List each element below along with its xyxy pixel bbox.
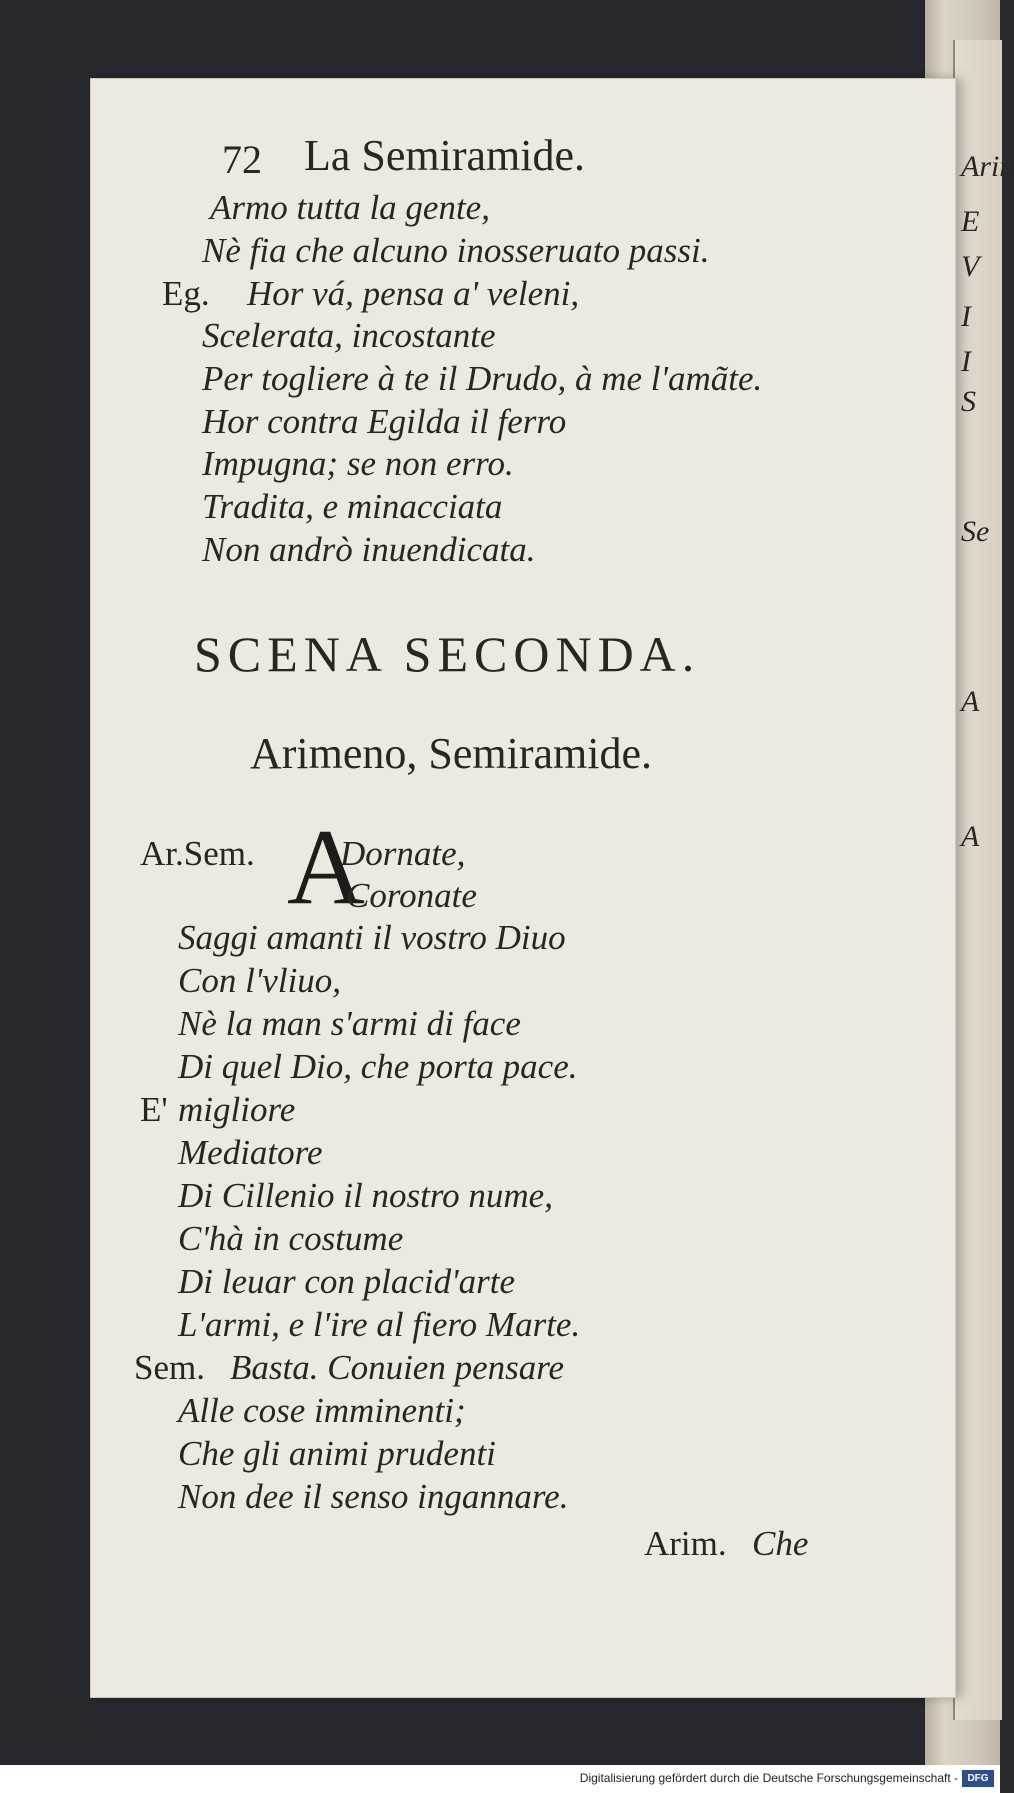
dfg-logo: DFG bbox=[962, 1770, 994, 1787]
facing-page-fragment: A bbox=[961, 820, 980, 853]
facing-page-fragment: S bbox=[961, 385, 976, 418]
facing-page-fragment: Arin bbox=[961, 150, 1014, 183]
speaker-label: Ar.Sem. bbox=[140, 834, 255, 873]
verse-line: Saggi amanti il vostro Diuo bbox=[178, 918, 566, 957]
verse-line: Alle cose imminenti; bbox=[178, 1391, 466, 1430]
verse-line: Coronate bbox=[346, 876, 477, 915]
verse-line: Impugna; se non erro. bbox=[202, 444, 514, 483]
page-number: 72 bbox=[222, 137, 262, 182]
verse-line: Per togliere à te il Drudo, à me l'amãte. bbox=[202, 359, 763, 398]
verse-line: Non andrò inuendicata. bbox=[202, 530, 536, 569]
verse-line: L'armi, e l'ire al fiero Marte. bbox=[178, 1305, 581, 1344]
verse-line: migliore bbox=[178, 1090, 296, 1129]
verse-line: Di leuar con placid'arte bbox=[178, 1262, 516, 1301]
speaker-label: Sem. bbox=[134, 1348, 205, 1387]
speaker-label: Eg. bbox=[162, 274, 210, 313]
scene-characters: Arimeno, Semiramide. bbox=[250, 729, 653, 778]
verse-line: Non dee il senso ingannare. bbox=[178, 1477, 569, 1516]
book-page bbox=[90, 78, 956, 1698]
verse-line: Scelerata, incostante bbox=[202, 316, 496, 355]
verse-line: Armo tutta la gente, bbox=[210, 188, 490, 227]
verse-line: Di Cillenio il nostro nume, bbox=[178, 1176, 553, 1215]
facing-page-fragment: E bbox=[961, 205, 980, 238]
scene-title: SCENA SECONDA. bbox=[194, 626, 701, 682]
digitization-footer bbox=[0, 1765, 1000, 1793]
verse-line: Che gli animi prudenti bbox=[178, 1434, 496, 1473]
catchword-speaker: Arim. bbox=[644, 1524, 727, 1563]
verse-line: Mediatore bbox=[178, 1133, 323, 1172]
facing-page-edge bbox=[953, 40, 1002, 1720]
verse-line: Nè fia che alcuno inosseruato passi. bbox=[202, 231, 710, 270]
verse-line: Nè la man s'armi di face bbox=[178, 1004, 521, 1043]
funding-credit: Digitalisierung gefördert durch die Deutsche Forschungsgemeinschaft - bbox=[579, 1771, 958, 1785]
verse-line: Hor vá, pensa a' veleni, bbox=[247, 274, 580, 313]
running-title: La Semiramide. bbox=[304, 131, 586, 180]
verse-line: C'hà in costume bbox=[178, 1219, 404, 1258]
verse-line: Di quel Dio, che porta pace. bbox=[178, 1047, 578, 1086]
verse-line: Con l'vliuo, bbox=[178, 961, 342, 1000]
verse-line: Tradita, e minacciata bbox=[202, 487, 503, 526]
verse-line: Basta. Conuien pensare bbox=[230, 1348, 565, 1387]
facing-page-fragment: I bbox=[961, 300, 971, 333]
verse-line: Hor contra Egilda il ferro bbox=[202, 402, 567, 441]
catchword: Che bbox=[752, 1524, 809, 1563]
drop-capital: A bbox=[287, 808, 365, 927]
facing-page-fragment: I bbox=[961, 345, 971, 378]
facing-page-fragment: A bbox=[961, 685, 980, 718]
speaker-label: E' bbox=[140, 1090, 168, 1129]
facing-page-fragment: Se bbox=[961, 515, 990, 548]
facing-page-fragment: V bbox=[961, 250, 980, 283]
verse-line: Dornate, bbox=[340, 834, 466, 873]
